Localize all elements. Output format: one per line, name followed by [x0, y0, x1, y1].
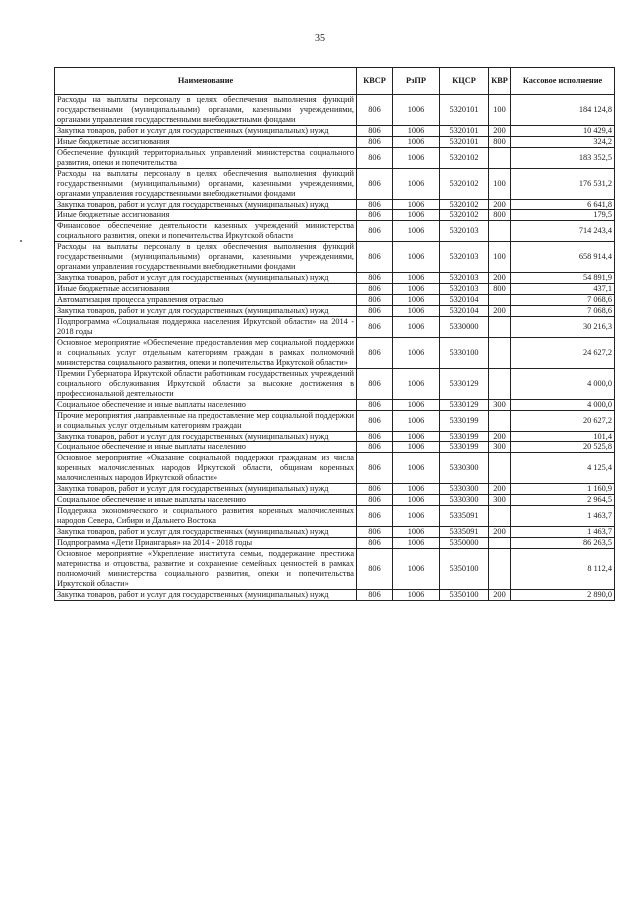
row-rzpr-cell: 1006	[393, 548, 440, 589]
row-kvsr-cell: 806	[357, 589, 393, 600]
row-amount-cell: 20 627,2	[511, 410, 615, 431]
row-name-cell: Основное мероприятие «Укрепление института семьи, поддержание престижа материнства и отцовства, развитие и сохранение семейных ценностей в рамках полномочий министерства социального развития, опеки и попечительства Иркутской области»	[55, 548, 357, 589]
row-rzpr-cell: 1006	[393, 136, 440, 147]
row-rzpr-cell: 1006	[393, 442, 440, 453]
row-kvr-cell: 200	[489, 484, 511, 495]
row-name-cell: Закупка товаров, работ и услуг для государственных (муниципальных) нужд	[55, 306, 357, 317]
row-kcsr-cell: 5320103	[440, 221, 489, 242]
row-kcsr-cell: 5330199	[440, 442, 489, 453]
row-rzpr-cell: 1006	[393, 221, 440, 242]
table-header-row	[55, 68, 615, 95]
row-amount-cell: 714 243,4	[511, 221, 615, 242]
row-kvr-cell	[489, 317, 511, 338]
row-kvr-cell	[489, 548, 511, 589]
row-name-cell: Основное мероприятие «Оказание социальной поддержки гражданам из числа коренных малочисленных народов Иркутской области, общинам коренных малочисленных народов Иркутской области»	[55, 453, 357, 484]
row-kcsr-cell: 5330300	[440, 484, 489, 495]
row-rzpr-cell: 1006	[393, 399, 440, 410]
row-kcsr-cell: 5335091	[440, 506, 489, 527]
row-kcsr-cell: 5350100	[440, 589, 489, 600]
row-kvr-cell: 200	[489, 431, 511, 442]
row-kcsr-cell: 5330300	[440, 453, 489, 484]
row-kvr-cell: 300	[489, 399, 511, 410]
row-amount-cell: 8 112,4	[511, 548, 615, 589]
table-row	[55, 589, 615, 600]
row-kcsr-cell: 5320101	[440, 95, 489, 126]
row-amount-cell: 24 627,2	[511, 337, 615, 368]
row-name-cell: Закупка товаров, работ и услуг для государственных (муниципальных) нужд	[55, 431, 357, 442]
row-rzpr-cell: 1006	[393, 431, 440, 442]
row-kvsr-cell: 806	[357, 136, 393, 147]
table-row	[55, 306, 615, 317]
row-kvsr-cell: 806	[357, 147, 393, 168]
row-name-cell: Расходы на выплаты персоналу в целях обеспечения выполнения функций государственными (муниципальными) органами, казенными учреждениями, органами управления государственными внебюджетными фондами	[55, 242, 357, 273]
row-name-cell: Прочие мероприятия ,направленные на предоставление мер социальной поддержки и социальных услуг отдельным категориям граждан	[55, 410, 357, 431]
table-row	[55, 284, 615, 295]
row-kvsr-cell: 806	[357, 453, 393, 484]
row-kvr-cell: 200	[489, 527, 511, 538]
table-body	[55, 95, 615, 601]
row-name-cell: Закупка товаров, работ и услуг для государственных (муниципальных) нужд	[55, 484, 357, 495]
header-kcsr: КЦСР	[440, 68, 489, 95]
row-kvr-cell: 200	[489, 199, 511, 210]
table-row	[55, 506, 615, 527]
row-kvsr-cell: 806	[357, 538, 393, 549]
row-amount-cell: 2 890,0	[511, 589, 615, 600]
row-rzpr-cell: 1006	[393, 147, 440, 168]
table-row	[55, 317, 615, 338]
row-amount-cell: 7 068,6	[511, 295, 615, 306]
row-amount-cell: 101,4	[511, 431, 615, 442]
row-name-cell: Расходы на выплаты персоналу в целях обеспечения выполнения функций государственными (муниципальными) органами, казенными учреждениями, органами управления государственными внебюджетными фондами	[55, 95, 357, 126]
scan-speck	[20, 240, 22, 242]
row-kcsr-cell: 5320101	[440, 136, 489, 147]
row-name-cell: Иные бюджетные ассигнования	[55, 136, 357, 147]
row-kvsr-cell: 806	[357, 95, 393, 126]
row-kvr-cell	[489, 221, 511, 242]
row-name-cell: Подпрограмма «Социальная поддержка населения Иркутской области» на 2014 - 2018 годы	[55, 317, 357, 338]
row-name-cell: Расходы на выплаты персоналу в целях обеспечения выполнения функций государственными (муниципальными) органами, казенными учреждениями, органами управления государственными внебюджетными фондами	[55, 168, 357, 199]
row-rzpr-cell: 1006	[393, 368, 440, 399]
budget-execution-table	[54, 67, 615, 601]
row-kvr-cell: 800	[489, 284, 511, 295]
row-name-cell: Подпрограмма «Дети Приангарья» на 2014 - 2018 годы	[55, 538, 357, 549]
table-row	[55, 538, 615, 549]
table-row	[55, 273, 615, 284]
header-name: Наименование	[55, 68, 357, 95]
row-kcsr-cell: 5320103	[440, 242, 489, 273]
table-row	[55, 548, 615, 589]
row-name-cell: Автоматизация процесса управления отраслью	[55, 295, 357, 306]
row-kvr-cell	[489, 538, 511, 549]
row-kcsr-cell: 5330000	[440, 317, 489, 338]
row-kvr-cell	[489, 453, 511, 484]
row-kvsr-cell: 806	[357, 221, 393, 242]
row-amount-cell: 86 263,5	[511, 538, 615, 549]
row-rzpr-cell: 1006	[393, 125, 440, 136]
row-amount-cell: 1 463,7	[511, 506, 615, 527]
row-kvsr-cell: 806	[357, 295, 393, 306]
row-kcsr-cell: 5320104	[440, 295, 489, 306]
table-row	[55, 210, 615, 221]
table-row	[55, 136, 615, 147]
row-kvsr-cell: 806	[357, 199, 393, 210]
row-kcsr-cell: 5320102	[440, 147, 489, 168]
row-kvr-cell	[489, 506, 511, 527]
row-kcsr-cell: 5350100	[440, 548, 489, 589]
row-kcsr-cell: 5330199	[440, 410, 489, 431]
row-kcsr-cell: 5320103	[440, 284, 489, 295]
row-rzpr-cell: 1006	[393, 410, 440, 431]
row-kvsr-cell: 806	[357, 399, 393, 410]
table-row	[55, 147, 615, 168]
row-amount-cell: 20 525,8	[511, 442, 615, 453]
row-rzpr-cell: 1006	[393, 168, 440, 199]
row-rzpr-cell: 1006	[393, 453, 440, 484]
table-row	[55, 95, 615, 126]
row-name-cell: Основное мероприятие «Обеспечение предоставления мер социальной поддержки и социальных услуг отдельным категориям граждан в рамках полномочий министерства социального развития, опеки и попечительства Иркутской области»	[55, 337, 357, 368]
row-kvr-cell	[489, 295, 511, 306]
row-name-cell: Иные бюджетные ассигнования	[55, 210, 357, 221]
row-amount-cell: 1 463,7	[511, 527, 615, 538]
row-amount-cell: 4 000,0	[511, 399, 615, 410]
row-kvr-cell	[489, 410, 511, 431]
row-kcsr-cell: 5320102	[440, 199, 489, 210]
table-row	[55, 337, 615, 368]
row-name-cell: Социальное обеспечение и иные выплаты населению	[55, 399, 357, 410]
row-kvr-cell	[489, 368, 511, 399]
row-kvsr-cell: 806	[357, 484, 393, 495]
table-row	[55, 399, 615, 410]
row-kvsr-cell: 806	[357, 317, 393, 338]
row-kvsr-cell: 806	[357, 442, 393, 453]
table-row	[55, 442, 615, 453]
row-name-cell: Социальное обеспечение и иные выплаты населению	[55, 495, 357, 506]
row-kvr-cell	[489, 337, 511, 368]
row-name-cell: Иные бюджетные ассигнования	[55, 284, 357, 295]
row-name-cell: Обеспечение функций территориальных управлений министерства социального развития, опеки и попечительства	[55, 147, 357, 168]
row-kcsr-cell: 5320102	[440, 210, 489, 221]
row-rzpr-cell: 1006	[393, 527, 440, 538]
row-kvsr-cell: 806	[357, 210, 393, 221]
row-name-cell: Поддержка экономического и социального развития коренных малочисленных народов Севера, Сибири и Дальнего Востока	[55, 506, 357, 527]
row-kvsr-cell: 806	[357, 284, 393, 295]
row-kvsr-cell: 806	[357, 368, 393, 399]
row-kvsr-cell: 806	[357, 306, 393, 317]
row-rzpr-cell: 1006	[393, 337, 440, 368]
row-kvr-cell: 800	[489, 136, 511, 147]
row-kcsr-cell: 5320101	[440, 125, 489, 136]
row-kvsr-cell: 806	[357, 495, 393, 506]
row-kcsr-cell: 5330300	[440, 495, 489, 506]
row-kvr-cell: 100	[489, 95, 511, 126]
row-rzpr-cell: 1006	[393, 95, 440, 126]
row-rzpr-cell: 1006	[393, 484, 440, 495]
row-name-cell: Финансовое обеспечение деятельности казенных учреждений министерства социального развития, опеки и попечительства Иркутской области	[55, 221, 357, 242]
row-amount-cell: 658 914,4	[511, 242, 615, 273]
row-amount-cell: 179,5	[511, 210, 615, 221]
table-row	[55, 527, 615, 538]
row-rzpr-cell: 1006	[393, 273, 440, 284]
table-row	[55, 410, 615, 431]
row-amount-cell: 7 068,6	[511, 306, 615, 317]
row-kcsr-cell: 5330199	[440, 431, 489, 442]
row-amount-cell: 1 160,9	[511, 484, 615, 495]
row-amount-cell: 30 216,3	[511, 317, 615, 338]
row-kvr-cell: 200	[489, 306, 511, 317]
row-amount-cell: 176 531,2	[511, 168, 615, 199]
row-kvr-cell: 200	[489, 125, 511, 136]
row-kvr-cell	[489, 147, 511, 168]
row-kvr-cell: 100	[489, 242, 511, 273]
table-row	[55, 295, 615, 306]
header-kvr: КВР	[489, 68, 511, 95]
row-rzpr-cell: 1006	[393, 295, 440, 306]
table-row	[55, 368, 615, 399]
row-rzpr-cell: 1006	[393, 317, 440, 338]
row-name-cell: Закупка товаров, работ и услуг для государственных (муниципальных) нужд	[55, 199, 357, 210]
row-rzpr-cell: 1006	[393, 538, 440, 549]
row-kcsr-cell: 5330129	[440, 399, 489, 410]
row-rzpr-cell: 1006	[393, 242, 440, 273]
table-row	[55, 453, 615, 484]
row-kvsr-cell: 806	[357, 125, 393, 136]
row-kvsr-cell: 806	[357, 410, 393, 431]
row-kcsr-cell: 5320102	[440, 168, 489, 199]
row-kvsr-cell: 806	[357, 273, 393, 284]
table-row	[55, 125, 615, 136]
row-kcsr-cell: 5330100	[440, 337, 489, 368]
row-rzpr-cell: 1006	[393, 210, 440, 221]
table-row	[55, 495, 615, 506]
row-amount-cell: 184 124,8	[511, 95, 615, 126]
row-rzpr-cell: 1006	[393, 495, 440, 506]
table-row	[55, 221, 615, 242]
row-rzpr-cell: 1006	[393, 506, 440, 527]
table-row	[55, 199, 615, 210]
row-kvr-cell: 300	[489, 495, 511, 506]
row-amount-cell: 54 891,9	[511, 273, 615, 284]
row-amount-cell: 10 429,4	[511, 125, 615, 136]
row-kvsr-cell: 806	[357, 506, 393, 527]
row-name-cell: Закупка товаров, работ и услуг для государственных (муниципальных) нужд	[55, 527, 357, 538]
row-amount-cell: 4 000,0	[511, 368, 615, 399]
header-cash-execution: Кассовое исполнение	[511, 68, 615, 95]
row-name-cell: Закупка товаров, работ и услуг для государственных (муниципальных) нужд	[55, 125, 357, 136]
row-rzpr-cell: 1006	[393, 199, 440, 210]
header-rzpr: РзПР	[393, 68, 440, 95]
row-name-cell: Закупка товаров, работ и услуг для государственных (муниципальных) нужд	[55, 589, 357, 600]
row-kvsr-cell: 806	[357, 337, 393, 368]
row-kcsr-cell: 5320104	[440, 306, 489, 317]
row-rzpr-cell: 1006	[393, 589, 440, 600]
row-name-cell: Социальное обеспечение и иные выплаты населению	[55, 442, 357, 453]
row-kvr-cell: 800	[489, 210, 511, 221]
row-kvsr-cell: 806	[357, 168, 393, 199]
table-row	[55, 242, 615, 273]
page-number: 35	[315, 33, 325, 44]
row-rzpr-cell: 1006	[393, 306, 440, 317]
row-kcsr-cell: 5335091	[440, 527, 489, 538]
table-row	[55, 484, 615, 495]
row-kcsr-cell: 5350000	[440, 538, 489, 549]
row-amount-cell: 4 125,4	[511, 453, 615, 484]
row-kvsr-cell: 806	[357, 527, 393, 538]
row-kcsr-cell: 5320103	[440, 273, 489, 284]
table-row	[55, 168, 615, 199]
row-amount-cell: 2 964,5	[511, 495, 615, 506]
row-kvr-cell: 200	[489, 589, 511, 600]
row-rzpr-cell: 1006	[393, 284, 440, 295]
row-kvr-cell: 300	[489, 442, 511, 453]
header-kvsr: КВСР	[357, 68, 393, 95]
row-amount-cell: 6 641,8	[511, 199, 615, 210]
row-kvsr-cell: 806	[357, 431, 393, 442]
row-kvr-cell: 100	[489, 168, 511, 199]
row-kcsr-cell: 5330129	[440, 368, 489, 399]
row-amount-cell: 437,1	[511, 284, 615, 295]
row-amount-cell: 183 352,5	[511, 147, 615, 168]
row-amount-cell: 324,2	[511, 136, 615, 147]
table-row	[55, 431, 615, 442]
row-kvsr-cell: 806	[357, 548, 393, 589]
row-kvr-cell: 200	[489, 273, 511, 284]
row-name-cell: Премии Губернатора Иркутской области работникам государственных учреждений социального обслуживания Иркутской области за высокие достижения в профессиональной деятельности	[55, 368, 357, 399]
row-name-cell: Закупка товаров, работ и услуг для государственных (муниципальных) нужд	[55, 273, 357, 284]
row-kvsr-cell: 806	[357, 242, 393, 273]
